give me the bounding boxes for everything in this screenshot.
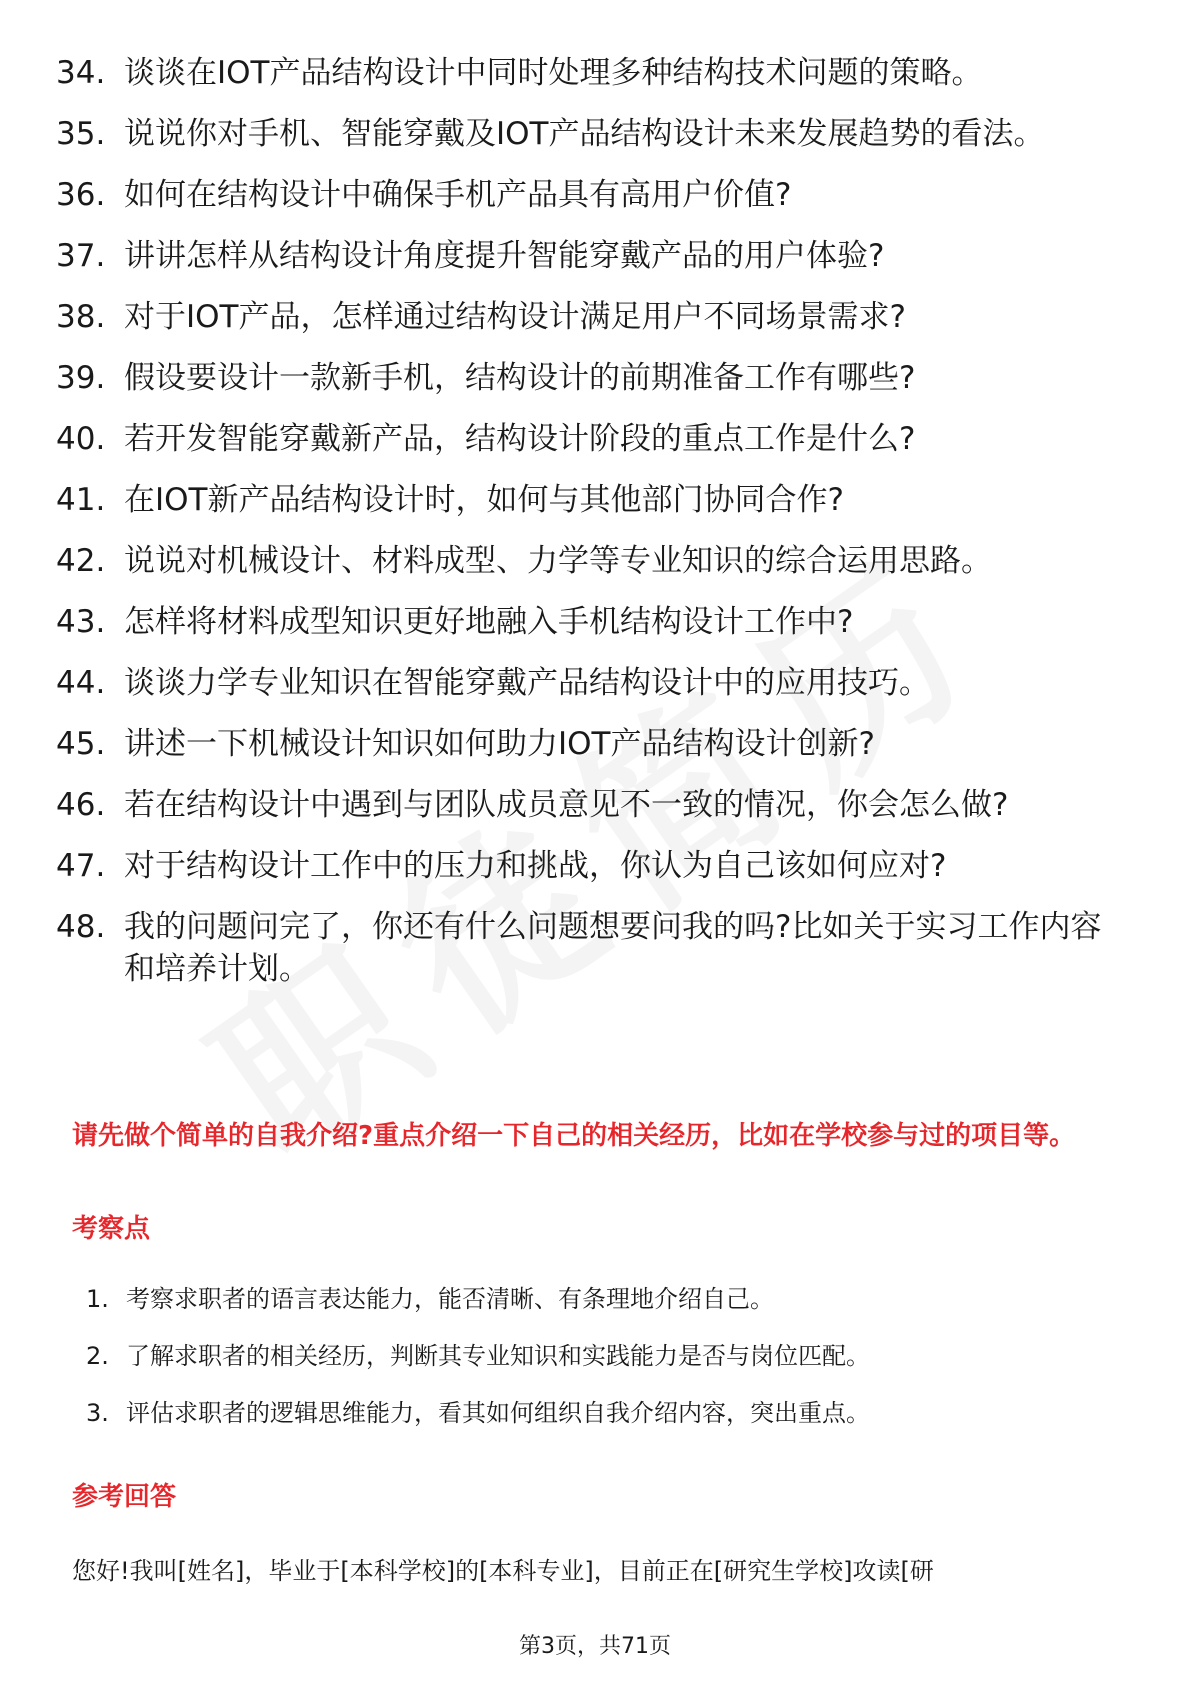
question-text: 怎样将材料成型知识更好地融入手机结构设计工作中? — [124, 604, 854, 640]
point-number: 2. — [86, 1342, 109, 1370]
question-text: 说说你对手机、智能穿戴及IOT产品结构设计未来发展趋势的看法。 — [124, 116, 1045, 152]
question-text: 讲讲怎样从结构设计角度提升智能穿戴产品的用户体验? — [124, 238, 885, 274]
point-text: 评估求职者的逻辑思维能力，看其如何组织自我介绍内容，突出重点。 — [126, 1399, 870, 1427]
point-text: 了解求职者的相关经历，判断其专业知识和实践能力是否与岗位匹配。 — [126, 1342, 870, 1370]
question-text: 对于结构设计工作中的压力和挑战，你认为自己该如何应对? — [124, 848, 947, 884]
page-footer: 第3页，共71页 — [519, 1634, 671, 1659]
reference-answer-text: 您好!我叫[姓名]，毕业于[本科学校]的[本科专业]，目前正在[研究生学校]攻读[研 — [72, 1557, 934, 1585]
point-text: 考察求职者的语言表达能力，能否清晰、有条理地介绍自己。 — [126, 1285, 774, 1313]
question-number: 44. — [56, 665, 106, 701]
list-item — [56, 601, 1126, 643]
question-number: 40. — [56, 421, 106, 457]
point-number: 1. — [86, 1285, 109, 1313]
question-text: 如何在结构设计中确保手机产品具有高用户价值? — [124, 177, 792, 213]
list-item — [56, 479, 1126, 521]
list-item — [86, 1339, 1126, 1373]
question-number: 42. — [56, 543, 106, 579]
list-item — [56, 418, 1126, 460]
assessment-points-list — [86, 1282, 1126, 1453]
question-text: 若在结构设计中遇到与团队成员意见不一致的情况，你会怎么做? — [124, 787, 1009, 823]
question-text: 说说对机械设计、材料成型、力学等专业知识的综合运用思路。 — [124, 543, 992, 579]
section-title-cankao: 参考回答 — [72, 1482, 177, 1512]
list-item — [56, 113, 1126, 155]
question-number: 37. — [56, 238, 106, 274]
question-text: 在IOT新产品结构设计时，如何与其他部门协同合作? — [124, 482, 844, 518]
question-list — [56, 52, 1126, 1009]
question-number: 39. — [56, 360, 106, 396]
question-number: 46. — [56, 787, 106, 823]
question-text: 我的问题问完了，你还有什么问题想要问我的吗?比如关于实习工作内容和培养计划。 — [124, 909, 1102, 987]
list-item — [56, 52, 1126, 94]
list-item — [56, 662, 1126, 704]
question-number: 47. — [56, 848, 106, 884]
list-item — [86, 1282, 1126, 1316]
list-item — [56, 235, 1126, 277]
question-number: 34. — [56, 55, 106, 91]
question-text: 谈谈在IOT产品结构设计中同时处理多种结构技术问题的策略。 — [124, 55, 983, 91]
list-item — [56, 723, 1126, 765]
question-number: 43. — [56, 604, 106, 640]
question-text: 谈谈力学专业知识在智能穿戴产品结构设计中的应用技巧。 — [124, 665, 930, 701]
question-text: 假设要设计一款新手机，结构设计的前期准备工作有哪些? — [124, 360, 916, 396]
question-number: 48. — [56, 909, 106, 945]
list-item — [56, 906, 1126, 990]
question-number: 41. — [56, 482, 106, 518]
question-text: 讲述一下机械设计知识如何助力IOT产品结构设计创新? — [124, 726, 875, 762]
question-number: 45. — [56, 726, 106, 762]
question-text: 若开发智能穿戴新产品，结构设计阶段的重点工作是什么? — [124, 421, 916, 457]
list-item — [56, 845, 1126, 887]
highlight-question-heading: 请先做个简单的自我介绍?重点介绍一下自己的相关经历，比如在学校参与过的项目等。 — [72, 1121, 1076, 1151]
question-number: 38. — [56, 299, 106, 335]
question-text: 对于IOT产品，怎样通过结构设计满足用户不同场景需求? — [124, 299, 906, 335]
list-item — [56, 296, 1126, 338]
list-item — [86, 1396, 1126, 1430]
list-item — [56, 784, 1126, 826]
question-number: 36. — [56, 177, 106, 213]
question-number: 35. — [56, 116, 106, 152]
list-item — [56, 357, 1126, 399]
list-item — [56, 540, 1126, 582]
point-number: 3. — [86, 1399, 109, 1427]
section-title-kaochadian: 考察点 — [72, 1214, 151, 1244]
list-item — [56, 174, 1126, 216]
